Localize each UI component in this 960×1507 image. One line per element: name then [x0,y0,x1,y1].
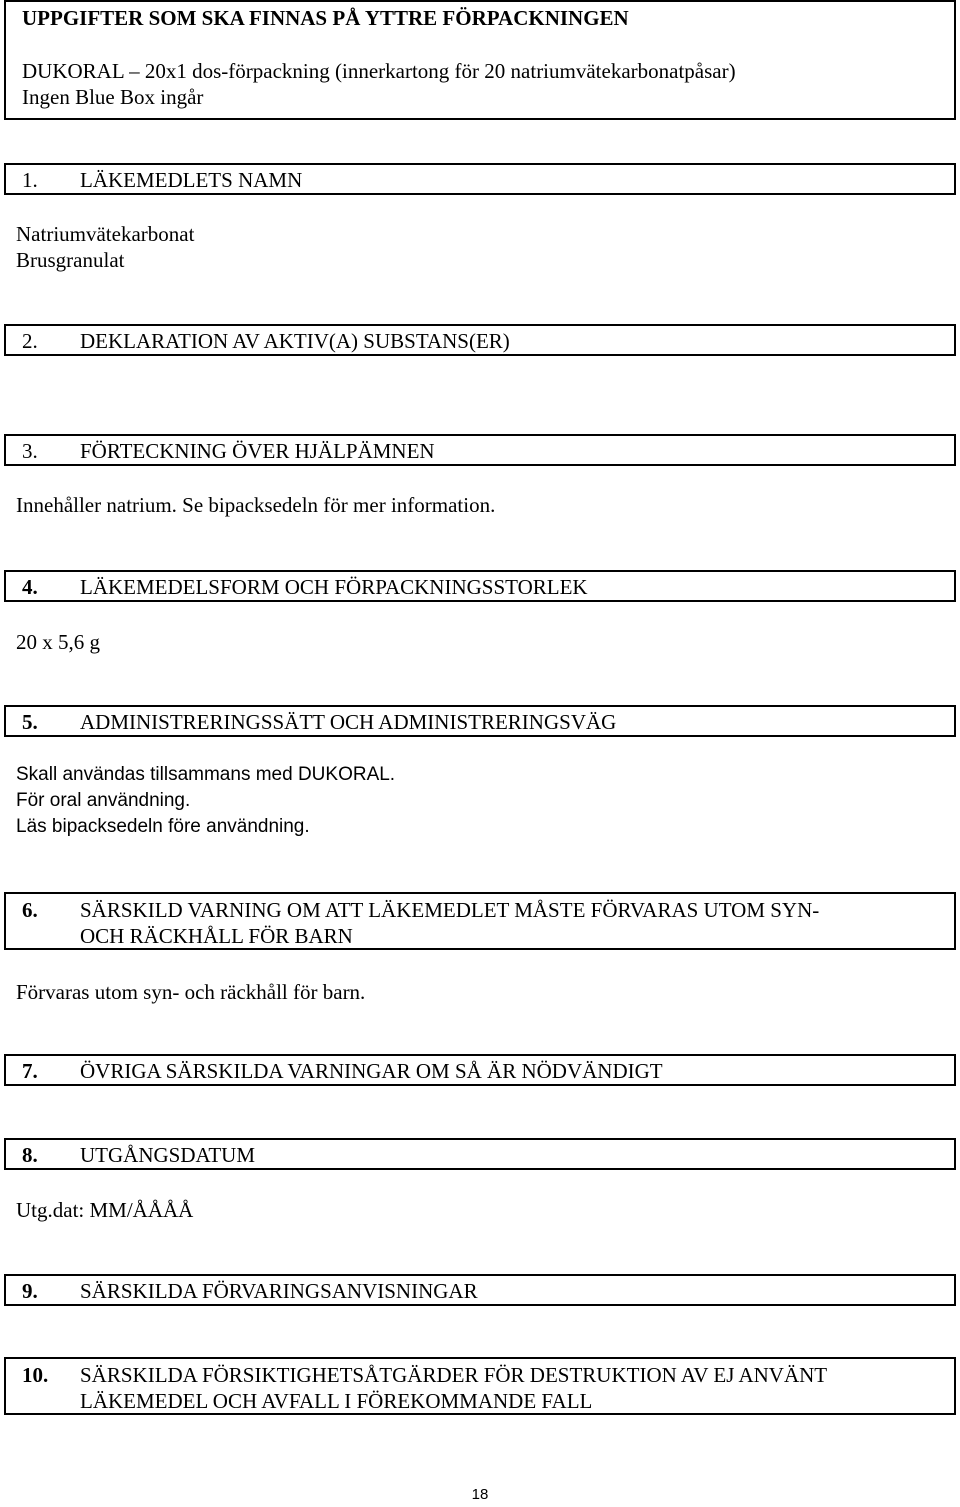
section-5-content-1: Skall användas tillsammans med DUKORAL. [16,764,396,785]
section-header-1 [4,163,956,195]
document-title: UPPGIFTER SOM SKA FINNAS PÅ YTTRE FÖRPACKNINGEN [22,6,629,30]
section-number-3: 3. [22,439,38,463]
section-3-content-1: Innehåller natrium. Se bipacksedeln för mer information. [16,493,496,517]
product-description: DUKORAL – 20x1 dos-förpackning (innerkartong för 20 natriumvätekarbonatpåsar) [22,59,736,83]
section-title-6-line-2: OCH RÄCKHÅLL FÖR BARN [80,924,353,948]
section-title-10-line-1: SÄRSKILDA FÖRSIKTIGHETSÅTGÄRDER FÖR DESTRUKTION AV EJ ANVÄNT [80,1363,828,1387]
section-header-10 [4,1357,956,1415]
section-number-7: 7. [22,1059,38,1083]
section-header-2 [4,324,956,356]
section-header-3 [4,434,956,466]
section-1-content-1: Natriumvätekarbonat [16,222,195,246]
section-1-content-2: Brusgranulat [16,248,125,272]
section-5-content-3: Läs bipacksedeln före användning. [16,816,310,837]
section-header-6 [4,892,956,950]
section-title-5: ADMINISTRERINGSSÄTT OCH ADMINISTRERINGSVÄG [80,710,617,734]
section-number-1: 1. [22,168,38,192]
section-title-4: LÄKEMEDELSFORM OCH FÖRPACKNINGSSTORLEK [80,575,588,599]
section-header-9 [4,1274,956,1306]
section-title-3: FÖRTECKNING ÖVER HJÄLPÄMNEN [80,439,435,463]
section-number-6: 6. [22,898,38,922]
section-title-10-line-2: LÄKEMEDEL OCH AVFALL I FÖREKOMMANDE FALL [80,1389,593,1413]
section-number-5: 5. [22,710,38,734]
section-title-7: ÖVRIGA SÄRSKILDA VARNINGAR OM SÅ ÄR NÖDVÄNDIGT [80,1059,663,1083]
section-4-content-1: 20 x 5,6 g [16,630,100,654]
section-number-10: 10. [22,1363,49,1387]
blue-box-note: Ingen Blue Box ingår [22,85,204,109]
section-title-6-line-1: SÄRSKILD VARNING OM ATT LÄKEMEDLET MÅSTE FÖRVARAS UTOM SYN- [80,898,820,922]
section-header-7 [4,1054,956,1086]
section-number-2: 2. [22,329,38,353]
section-title-2: DEKLARATION AV AKTIV(A) SUBSTANS(ER) [80,329,510,353]
section-header-5 [4,705,956,737]
section-header-4 [4,570,956,602]
page-number: 18 [471,1486,489,1503]
section-number-8: 8. [22,1143,38,1167]
section-number-4: 4. [22,575,38,599]
section-header-8 [4,1138,956,1170]
section-5-content-2: För oral användning. [16,790,191,811]
section-title-8: UTGÅNGSDATUM [80,1143,256,1167]
section-title-1: LÄKEMEDLETS NAMN [80,168,303,192]
header-box [4,0,956,120]
section-6-content-1: Förvaras utom syn- och räckhåll för barn. [16,980,366,1004]
section-8-content-1: Utg.dat: MM/ÅÅÅÅ [16,1198,194,1222]
section-number-9: 9. [22,1279,38,1303]
section-title-9: SÄRSKILDA FÖRVARINGSANVISNINGAR [80,1279,478,1303]
